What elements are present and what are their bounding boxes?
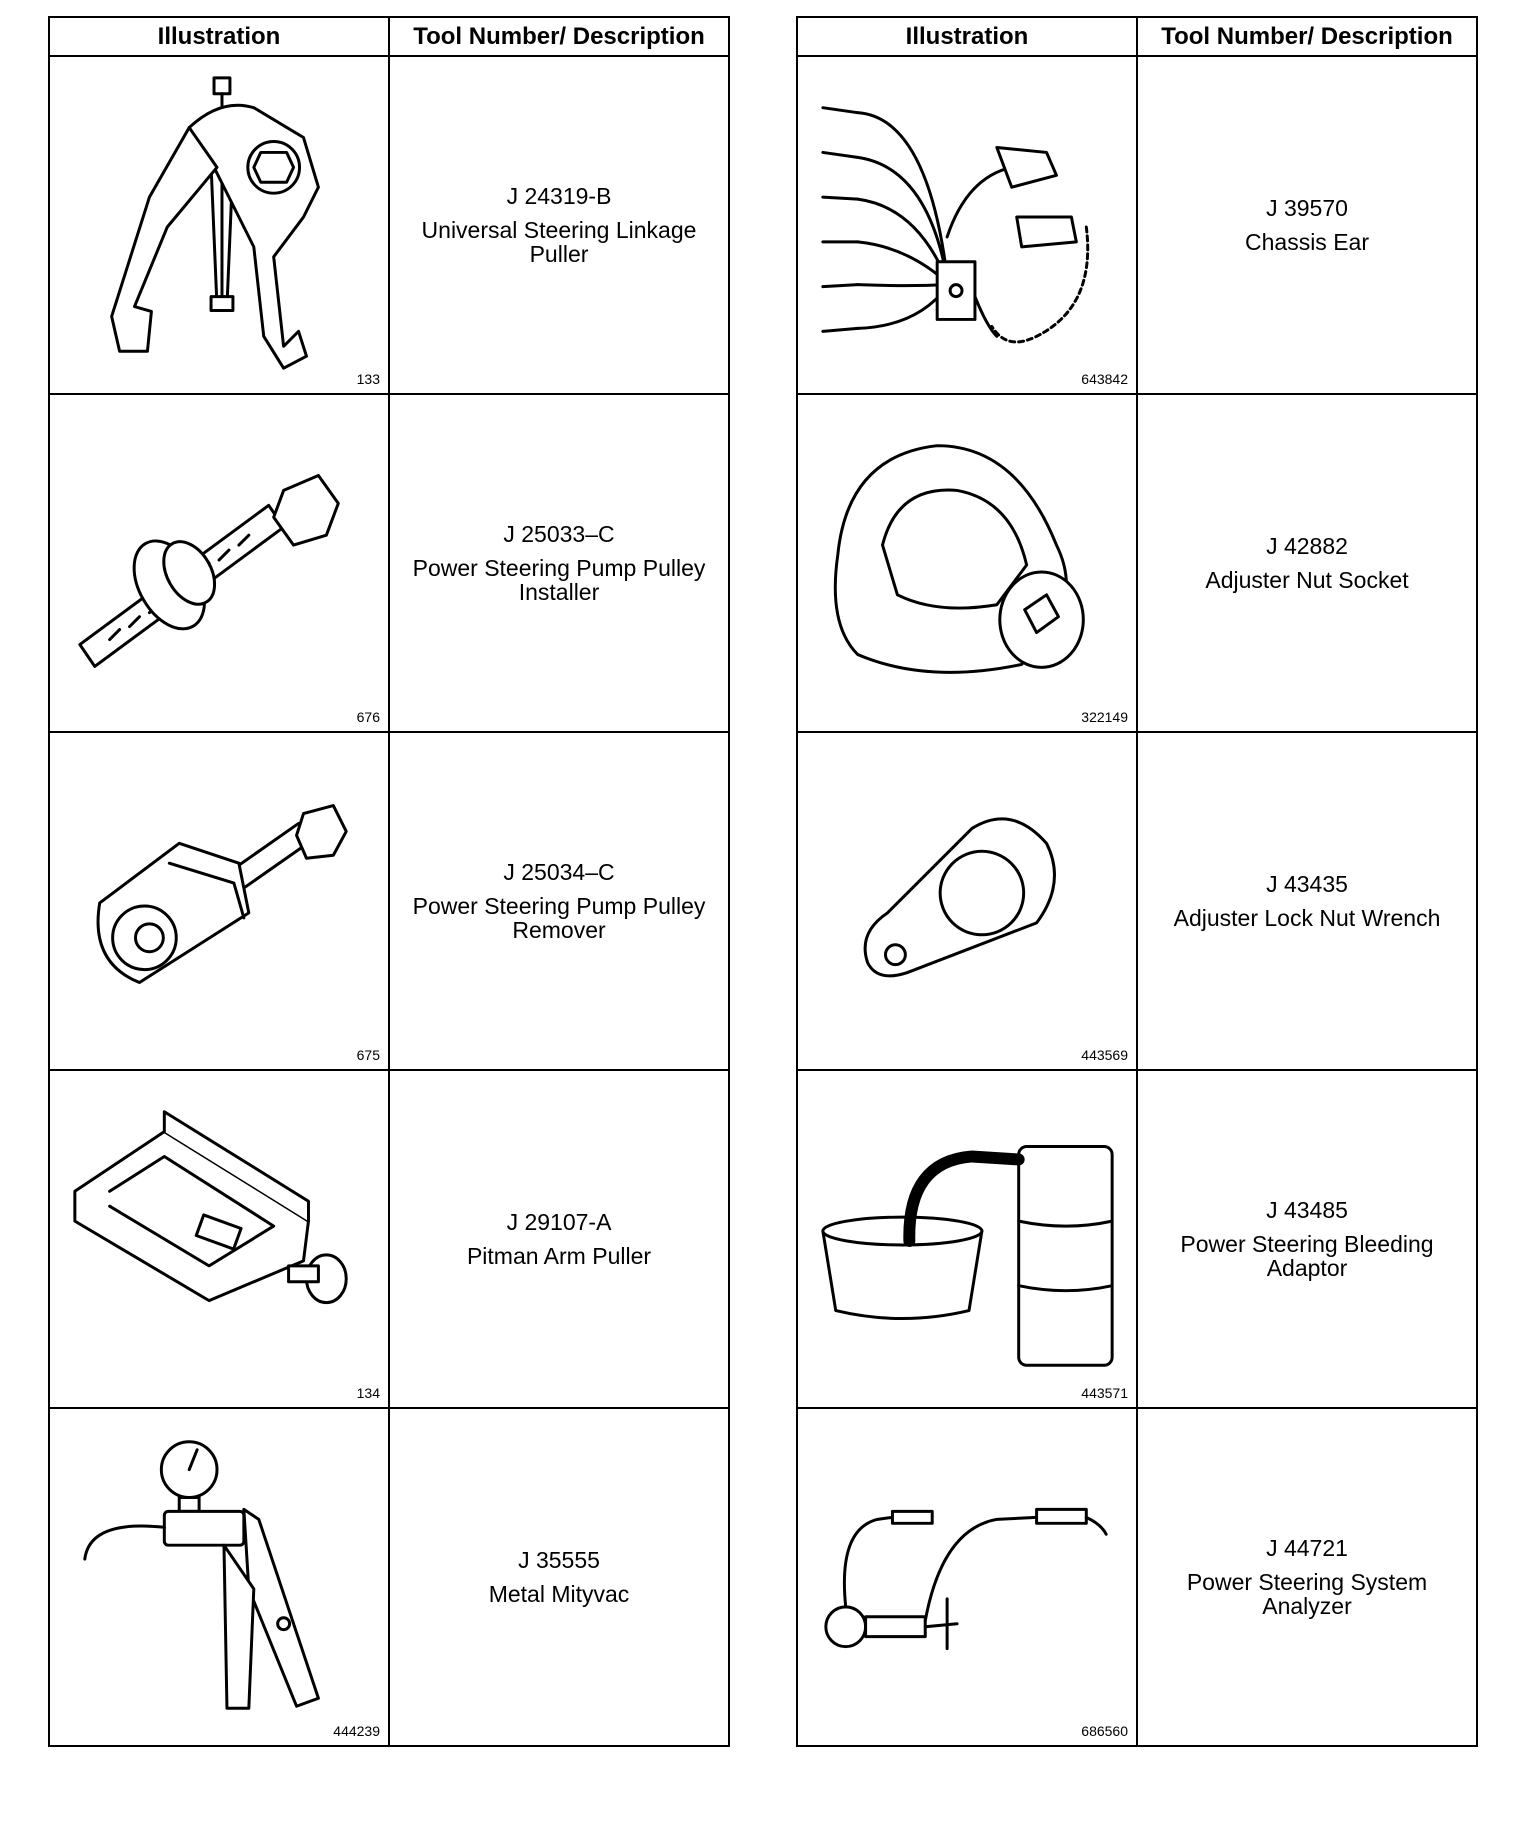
description-cell bbox=[389, 1070, 729, 1408]
tool-number: J 42882 bbox=[1266, 533, 1348, 559]
pulley-remover-icon bbox=[50, 733, 388, 1069]
illustration-cell bbox=[49, 1070, 389, 1408]
description-cell bbox=[389, 732, 729, 1070]
figure-number: 686560 bbox=[1081, 1723, 1128, 1739]
tool-description: Power Steering Pump Pulley Remover bbox=[412, 893, 706, 943]
illustration-header: Illustration bbox=[49, 17, 389, 56]
adjuster-nut-socket-icon bbox=[798, 395, 1136, 731]
description-cell bbox=[389, 56, 729, 394]
tool-table-right bbox=[796, 16, 1478, 1747]
tool-description: Metal Mityvac bbox=[488, 1581, 630, 1607]
tool-description: Adjuster Lock Nut Wrench bbox=[1173, 905, 1441, 931]
table-row bbox=[797, 1408, 1477, 1746]
description-cell bbox=[389, 394, 729, 732]
pulley-installer-icon bbox=[50, 395, 388, 731]
illustration-cell bbox=[49, 56, 389, 394]
table-header-row bbox=[49, 17, 729, 56]
figure-number: 134 bbox=[356, 1385, 380, 1401]
linkage-puller-icon bbox=[50, 57, 388, 393]
tool-header: Tool Number/ Description bbox=[389, 17, 729, 56]
illustration-cell bbox=[797, 56, 1137, 394]
figure-number: 643842 bbox=[1081, 371, 1128, 387]
table-row bbox=[797, 732, 1477, 1070]
description-cell bbox=[1137, 1408, 1477, 1746]
tool-number: J 25034–C bbox=[503, 859, 615, 885]
tool-number: J 25033–C bbox=[503, 521, 615, 547]
description-cell bbox=[1137, 732, 1477, 1070]
system-analyzer-icon bbox=[798, 1409, 1136, 1745]
tool-number: J 24319-B bbox=[506, 183, 612, 209]
illustration-header: Illustration bbox=[797, 17, 1137, 56]
pitman-arm-puller-icon bbox=[50, 1071, 388, 1407]
description-cell bbox=[1137, 394, 1477, 732]
figure-number: 322149 bbox=[1081, 709, 1128, 725]
table-row bbox=[49, 56, 729, 394]
tool-description: Universal Steering Linkage Puller bbox=[421, 217, 697, 267]
table-row bbox=[49, 394, 729, 732]
illustration-cell bbox=[797, 1070, 1137, 1408]
lock-nut-wrench-icon bbox=[798, 733, 1136, 1069]
illustration-cell bbox=[49, 394, 389, 732]
table-row bbox=[49, 1070, 729, 1408]
table-row bbox=[797, 56, 1477, 394]
table-row bbox=[797, 1070, 1477, 1408]
chassis-ear-icon bbox=[798, 57, 1136, 393]
figure-number: 443571 bbox=[1081, 1385, 1128, 1401]
tool-description: Power Steering System Analyzer bbox=[1186, 1569, 1428, 1619]
mityvac-icon bbox=[50, 1409, 388, 1745]
tool-description: Pitman Arm Puller bbox=[466, 1243, 652, 1269]
tool-number: J 29107-A bbox=[506, 1209, 612, 1235]
tool-table-left bbox=[48, 16, 730, 1747]
figure-number: 676 bbox=[356, 709, 380, 725]
description-cell bbox=[389, 1408, 729, 1746]
tool-description: Chassis Ear bbox=[1245, 229, 1369, 255]
figure-number: 675 bbox=[356, 1047, 380, 1063]
figure-number: 444239 bbox=[333, 1723, 380, 1739]
tool-header: Tool Number/ Description bbox=[1137, 17, 1477, 56]
tool-description: Power Steering Bleeding Adaptor bbox=[1180, 1231, 1434, 1281]
tool-description: Power Steering Pump Pulley Installer bbox=[412, 555, 706, 605]
figure-number: 133 bbox=[356, 371, 380, 387]
description-cell bbox=[1137, 1070, 1477, 1408]
tool-number: J 44721 bbox=[1266, 1535, 1348, 1561]
table-row bbox=[49, 732, 729, 1070]
tool-number: J 43485 bbox=[1266, 1197, 1348, 1223]
tool-number: J 39570 bbox=[1266, 195, 1348, 221]
illustration-cell bbox=[49, 1408, 389, 1746]
illustration-cell bbox=[797, 732, 1137, 1070]
bleeding-adaptor-icon bbox=[798, 1071, 1136, 1407]
illustration-cell bbox=[797, 1408, 1137, 1746]
tool-number: J 35555 bbox=[518, 1547, 600, 1573]
illustration-cell bbox=[797, 394, 1137, 732]
table-row bbox=[797, 394, 1477, 732]
figure-number: 443569 bbox=[1081, 1047, 1128, 1063]
tool-number: J 43435 bbox=[1266, 871, 1348, 897]
tool-description: Adjuster Nut Socket bbox=[1205, 567, 1409, 593]
description-cell bbox=[1137, 56, 1477, 394]
table-row bbox=[49, 1408, 729, 1746]
illustration-cell bbox=[49, 732, 389, 1070]
table-header-row bbox=[797, 17, 1477, 56]
